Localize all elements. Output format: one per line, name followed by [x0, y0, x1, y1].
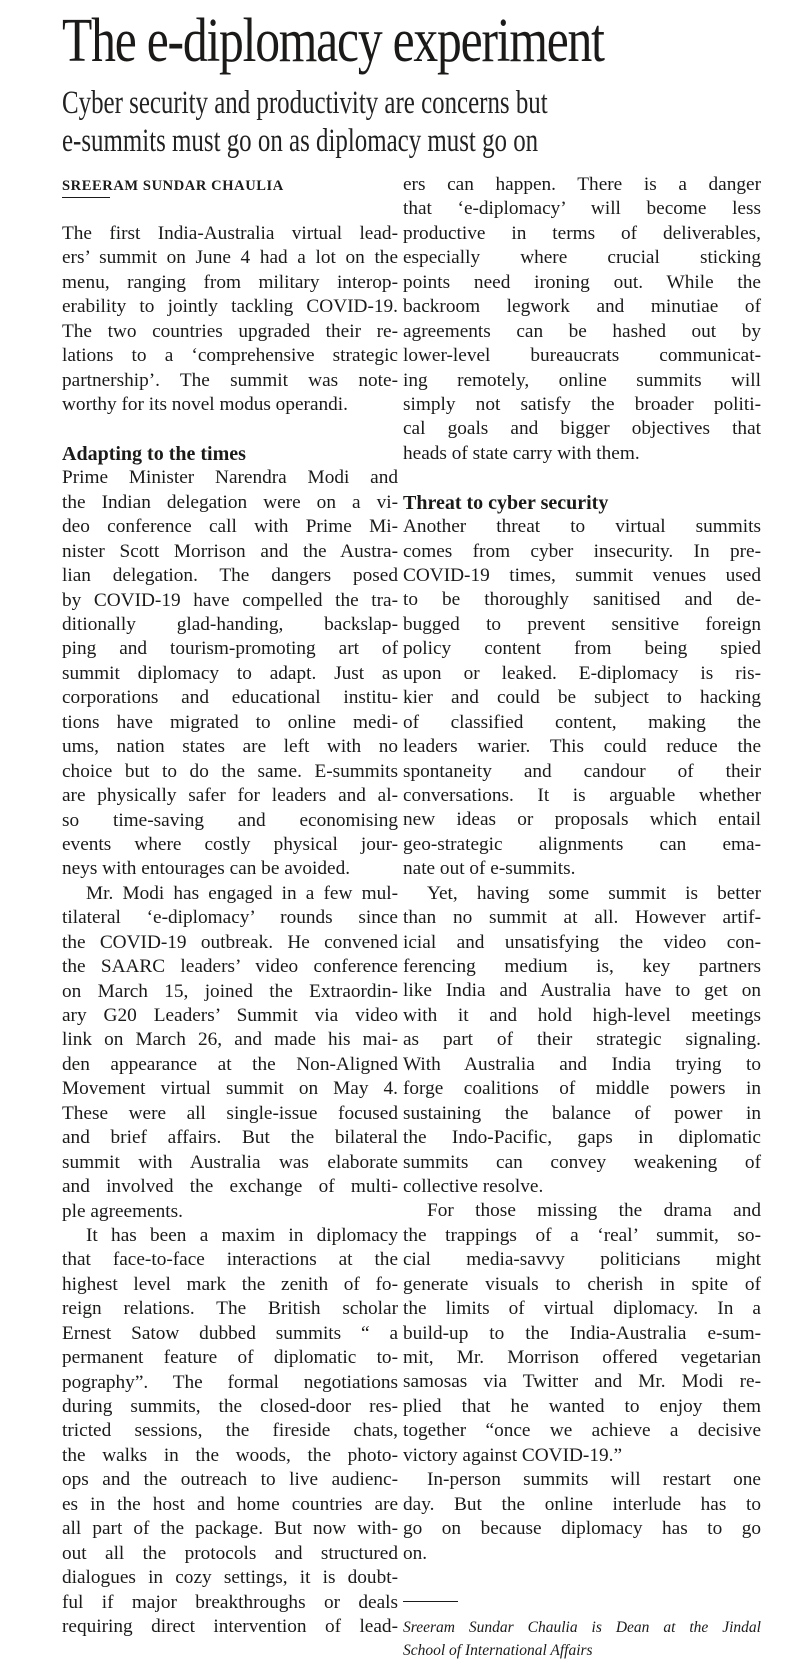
- text-line: bugged to prevent sensitive foreign: [403, 613, 761, 635]
- text-line: worthy for its novel modus operandi.: [62, 394, 348, 416]
- text-line: highest level mark the zenith of fo-: [62, 1273, 398, 1295]
- text-line: victory against COVID-19.”: [403, 1444, 623, 1466]
- text-line: the COVID-19 outbreak. He convened: [62, 931, 398, 953]
- author-bio-line: School of International Affairs: [403, 1642, 593, 1659]
- text-line: the Indian delegation were on a vi-: [62, 491, 398, 513]
- text-line: For those missing the drama and: [427, 1200, 761, 1222]
- text-line: agreements can be hashed out by: [403, 320, 761, 342]
- right-column: [403, 173, 761, 1566]
- section-subheading: Adapting to the times: [62, 442, 246, 465]
- text-line: that ‘e-diplomacy’ will become less: [403, 198, 761, 220]
- headline: The e-diplomacy experiment: [62, 7, 604, 75]
- text-line: that face-to-face interactions at the: [62, 1249, 398, 1271]
- text-line: with it and hold high-level meetings: [403, 1004, 761, 1026]
- paragraph-spacer: [403, 466, 761, 490]
- text-line: tions have migrated to online medi-: [62, 711, 398, 733]
- byline-underline: [62, 197, 110, 198]
- text-line: icial and unsatisfying the video con-: [403, 931, 761, 953]
- text-line: collective resolve.: [403, 1175, 544, 1197]
- text-line: permanent feature of diplomatic to-: [62, 1347, 398, 1369]
- paragraph: [403, 173, 761, 466]
- text-line: during summits, the closed-door res-: [62, 1396, 398, 1417]
- text-line: partnership’. The summit was note-: [62, 369, 398, 391]
- text-line: so time-saving and economising: [62, 809, 398, 831]
- text-line: COVID-19 times, summit venues used: [403, 565, 761, 586]
- text-line: reign relations. The British scholar: [62, 1298, 398, 1320]
- text-line: link on March 26, and made his mai-: [62, 1029, 398, 1051]
- text-line: dialogues in cozy settings, it is doubt-: [62, 1567, 398, 1589]
- text-line: the walks in the woods, the photo-: [62, 1444, 398, 1466]
- text-line: cal goals and bigger objectives that: [403, 418, 761, 440]
- text-line: deo conference call with Prime Mi-: [62, 516, 398, 538]
- text-line: policy content from being spied: [403, 638, 761, 660]
- text-line: than no summit at all. However artif-: [403, 907, 761, 929]
- author-bio: [403, 1616, 761, 1662]
- text-line: upon or leaked. E-diplomacy is ris-: [403, 662, 761, 684]
- deck-subtitle: [62, 84, 696, 160]
- text-line: especially where crucial sticking: [403, 247, 761, 269]
- paragraph: [403, 882, 761, 1200]
- text-line: spontaneity and candour of their: [403, 760, 761, 782]
- text-line: ing remotely, online summits will: [403, 369, 761, 391]
- deck-line: e-summits must go on as diplomacy must go on: [62, 123, 539, 159]
- paragraph: [62, 466, 398, 881]
- text-line: comes from cyber insecurity. In pre-: [403, 540, 761, 562]
- paragraph: [403, 1199, 761, 1468]
- paragraph: [62, 1224, 398, 1639]
- text-line: together “once we achieve a decisive: [403, 1420, 761, 1442]
- text-line: It has been a maxim in diplomacy: [86, 1224, 398, 1246]
- text-line: and involved the exchange of multi-: [62, 1176, 398, 1198]
- text-line: corporations and educational institu-: [62, 687, 398, 709]
- text-line: all part of the package. But now with-: [62, 1518, 398, 1540]
- paragraph: [62, 222, 398, 418]
- text-line: lower-level bureaucrats communicat-: [403, 345, 761, 367]
- text-line: plied that he wanted to enjoy them: [403, 1395, 761, 1417]
- text-line: geo-strategic alignments can ema-: [403, 833, 761, 855]
- text-line: ums, nation states are left with no: [62, 736, 398, 758]
- text-line: Prime Minister Narendra Modi and: [62, 467, 398, 489]
- text-line: and brief affairs. But the bilateral: [62, 1127, 398, 1149]
- text-line: the Indo-Pacific, gaps in diplomatic: [403, 1127, 761, 1149]
- text-line: ers’ summit on June 4 had a lot on the: [62, 247, 398, 269]
- text-line: summits can convey weakening of: [403, 1151, 761, 1173]
- text-line: mit, Mr. Morrison offered vegetarian: [403, 1347, 761, 1368]
- text-line: es in the host and home countries are: [62, 1493, 398, 1515]
- text-line: ping and tourism-promoting art of: [62, 638, 398, 660]
- text-line: tricted sessions, the fireside chats,: [62, 1420, 398, 1442]
- text-line: build-up to the India-Australia e-sum-: [403, 1322, 761, 1344]
- text-line: pography”. The formal negotiations: [62, 1371, 398, 1393]
- text-line: ditionally glad-handing, backslap-: [62, 614, 398, 635]
- text-line: heads of state carry with them.: [403, 442, 640, 464]
- text-line: backroom legwork and minutiae of: [403, 296, 761, 318]
- text-line: ferencing medium is, key partners: [403, 956, 761, 977]
- text-line: tilateral ‘e-diplomacy’ rounds since: [62, 907, 398, 929]
- text-line: events where costly physical jour-: [62, 833, 398, 855]
- text-line: Ernest Satow dubbed summits “ a: [62, 1322, 398, 1344]
- text-line: The first India-Australia virtual lead-: [62, 223, 398, 244]
- text-line: sustaining the balance of power in: [403, 1102, 761, 1124]
- text-line: den appearance at the Non-Aligned: [62, 1053, 398, 1075]
- text-line: With Australia and India trying to: [403, 1053, 761, 1075]
- text-line: conversations. It is arguable whether: [403, 784, 761, 806]
- text-line: by COVID-19 have compelled the tra-: [62, 589, 398, 611]
- text-line: ary G20 Leaders’ Summit via video: [62, 1005, 398, 1026]
- text-line: Yet, having some summit is better: [427, 882, 761, 904]
- text-line: forge coalitions of middle powers in: [403, 1078, 761, 1100]
- text-line: ful if major breakthroughs or deals: [62, 1591, 398, 1613]
- text-line: lian delegation. The dangers posed: [62, 565, 398, 587]
- text-line: like India and Australia have to get on: [403, 980, 761, 1002]
- paragraph: [403, 515, 761, 882]
- text-line: are physically safer for leaders and al-: [62, 785, 398, 807]
- text-line: The two countries upgraded their re-: [62, 320, 398, 342]
- text-line: out all the protocols and structured: [62, 1542, 398, 1564]
- text-line: ple agreements.: [62, 1200, 183, 1222]
- text-line: productive in terms of deliverables,: [403, 222, 761, 244]
- text-line: ops and the outreach to live audienc-: [62, 1469, 398, 1491]
- text-line: menu, ranging from military interop-: [62, 271, 398, 293]
- text-line: choice but to do the same. E-summits: [62, 760, 398, 782]
- text-line: In-person summits will restart one: [427, 1469, 761, 1491]
- text-line: new ideas or proposals which entail: [403, 809, 761, 831]
- text-line: samosas via Twitter and Mr. Modi re-: [403, 1371, 761, 1393]
- byline: SREERAM SUNDAR CHAULIA: [62, 178, 284, 194]
- text-line: day. But the online interlude has to: [403, 1493, 761, 1515]
- text-line: of classified content, making the: [403, 711, 761, 733]
- text-line: summit with Australia was elaborate: [62, 1151, 398, 1173]
- text-line: on March 15, joined the Extraordin-: [62, 980, 398, 1002]
- paragraph: [403, 1468, 761, 1566]
- text-line: These were all single-issue focused: [62, 1102, 398, 1124]
- text-line: leaders warier. This could reduce the: [403, 736, 761, 758]
- left-column: [62, 222, 398, 1639]
- author-bio-divider: [403, 1601, 458, 1602]
- text-line: kier and could be subject to hacking: [403, 687, 761, 709]
- text-line: summit diplomacy to adapt. Just as: [62, 662, 398, 684]
- deck-line: Cyber security and productivity are concerns but: [62, 85, 548, 121]
- text-line: nister Scott Morrison and the Austra-: [62, 540, 398, 562]
- text-line: cial media-savvy politicians might: [403, 1249, 761, 1271]
- text-line: the SAARC leaders’ video conference: [62, 956, 398, 978]
- author-bio-line: Sreeram Sundar Chaulia is Dean at the Jindal: [403, 1619, 761, 1636]
- paragraph-spacer: [62, 418, 398, 442]
- text-line: points need ironing out. While the: [403, 271, 761, 293]
- text-line: the limits of virtual diplomacy. In a: [403, 1298, 761, 1320]
- paragraph: [62, 882, 398, 1224]
- text-line: Mr. Modi has engaged in a few mul-: [86, 882, 398, 904]
- text-line: go on because diplomacy has to go: [403, 1518, 761, 1540]
- text-line: nate out of e-summits.: [403, 858, 576, 880]
- text-line: on.: [403, 1542, 428, 1564]
- text-line: Movement virtual summit on May 4.: [62, 1078, 398, 1100]
- text-line: erability to jointly tackling COVID-19.: [62, 296, 398, 318]
- section-subheading: Threat to cyber security: [403, 491, 609, 514]
- text-line: generate visuals to cherish in spite of: [403, 1273, 761, 1295]
- text-line: simply not satisfy the broader politi-: [403, 393, 761, 415]
- text-line: ers can happen. There is a danger: [403, 174, 761, 195]
- text-line: neys with entourages can be avoided.: [62, 858, 351, 880]
- text-line: to be thoroughly sanitised and de-: [403, 589, 761, 611]
- text-line: lations to a ‘comprehensive strategic: [62, 345, 398, 367]
- text-line: as part of their strategic signaling.: [403, 1029, 761, 1051]
- text-line: the trappings of a ‘real’ summit, so-: [403, 1224, 761, 1246]
- text-line: Another threat to virtual summits: [403, 516, 761, 538]
- text-line: requiring direct intervention of lead-: [62, 1615, 398, 1637]
